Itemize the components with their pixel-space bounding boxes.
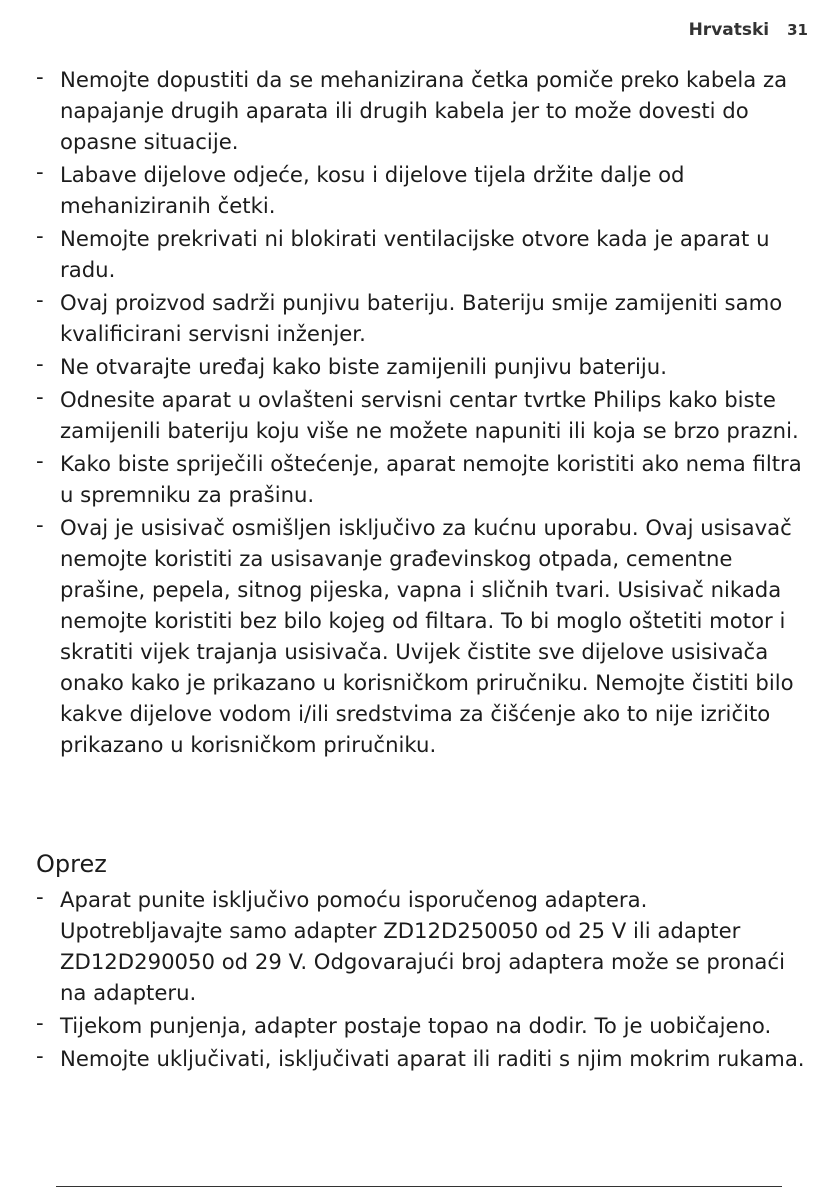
footer-divider xyxy=(56,1186,782,1187)
bullet-dash: - xyxy=(36,64,44,89)
bullet-dash: - xyxy=(36,512,44,537)
list-item-text: Nemojte prekrivati ni blokirati ventilacijske otvore kada je aparat u radu. xyxy=(60,226,770,282)
list-item xyxy=(36,884,808,1008)
list-item-text: Odnesite aparat u ovlašteni servisni centar tvrtke Philips kako biste zamijenili bateriju koju više ne možete napuniti ili koja se brzo prazni. xyxy=(60,387,799,443)
bullet-dash: - xyxy=(36,1010,44,1035)
bullet-dash: - xyxy=(36,223,44,248)
list-item xyxy=(36,512,808,760)
list-item xyxy=(36,351,808,382)
bullet-dash: - xyxy=(36,287,44,312)
list-item-text: Kako biste spriječili oštećenje, aparat nemojte koristiti ako nema filtra u spremniku za prašinu. xyxy=(60,451,802,507)
list-item xyxy=(36,1010,808,1041)
bullet-dash: - xyxy=(36,884,44,909)
list-item-text: Labave dijelove odjeće, kosu i dijelove tijela držite dalje od mehaniziranih četki. xyxy=(60,162,685,218)
header-language: Hrvatski xyxy=(688,20,770,40)
list-item xyxy=(36,384,808,446)
list-item-text: Ovaj je usisivač osmišljen isključivo za kućnu uporabu. Ovaj usisavač nemojte koristiti za usisavanje građevinskog otpada, cementne prašine, pepela, sitnog pijeska, vapna i sličnih tvari. Usisivač nikada nemojte koristiti bez bilo kojeg od filtara. To bi moglo oštetiti motor i skratiti vijek trajanja usisivača. Uvijek čistite sve dijelove usisivača onako kako je prikazano u korisničkom priručniku. Nemojte čistiti bilo kakve dijelove vodom i/ili sredstvima za čišćenje ako to nije izričito prikazano u korisničkom priručniku. xyxy=(60,515,794,757)
caution-list xyxy=(36,884,808,1076)
list-item xyxy=(36,223,808,285)
list-item xyxy=(36,448,808,510)
page-header xyxy=(689,20,808,40)
bullet-dash: - xyxy=(36,1043,44,1068)
list-item-text: Ne otvarajte uređaj kako biste zamijenili punjivu bateriju. xyxy=(60,354,667,379)
list-item-text: Tijekom punjenja, adapter postaje topao na dodir. To je uobičajeno. xyxy=(60,1013,772,1038)
bullet-dash: - xyxy=(36,351,44,376)
list-item-text: Nemojte uključivati, isključivati aparat ili raditi s njim mokrim rukama. xyxy=(60,1046,805,1071)
list-item xyxy=(36,159,808,221)
list-item-text: Ovaj proizvod sadrži punjivu bateriju. Bateriju smije zamijeniti samo kvalificirani servisni inženjer. xyxy=(60,290,783,346)
caution-heading: Oprez xyxy=(36,850,107,878)
list-item xyxy=(36,1043,808,1074)
bullet-dash: - xyxy=(36,384,44,409)
list-item xyxy=(36,287,808,349)
page-number: 31 xyxy=(787,21,808,39)
list-item xyxy=(36,64,808,157)
bullet-dash: - xyxy=(36,448,44,473)
bullet-dash: - xyxy=(36,159,44,184)
warnings-list xyxy=(36,64,808,762)
list-item-text: Aparat punite isključivo pomoću isporučenog adaptera. Upotrebljavajte samo adapter ZD12D250050 od 25 V ili adapter ZD12D290050 od 29 V. Odgovarajući broj adaptera može se pronaći na adapteru. xyxy=(60,887,785,1005)
list-item-text: Nemojte dopustiti da se mehanizirana četka pomiče preko kabela za napajanje drugih aparata ili drugih kabela jer to može dovesti do opasne situacije. xyxy=(60,67,788,154)
